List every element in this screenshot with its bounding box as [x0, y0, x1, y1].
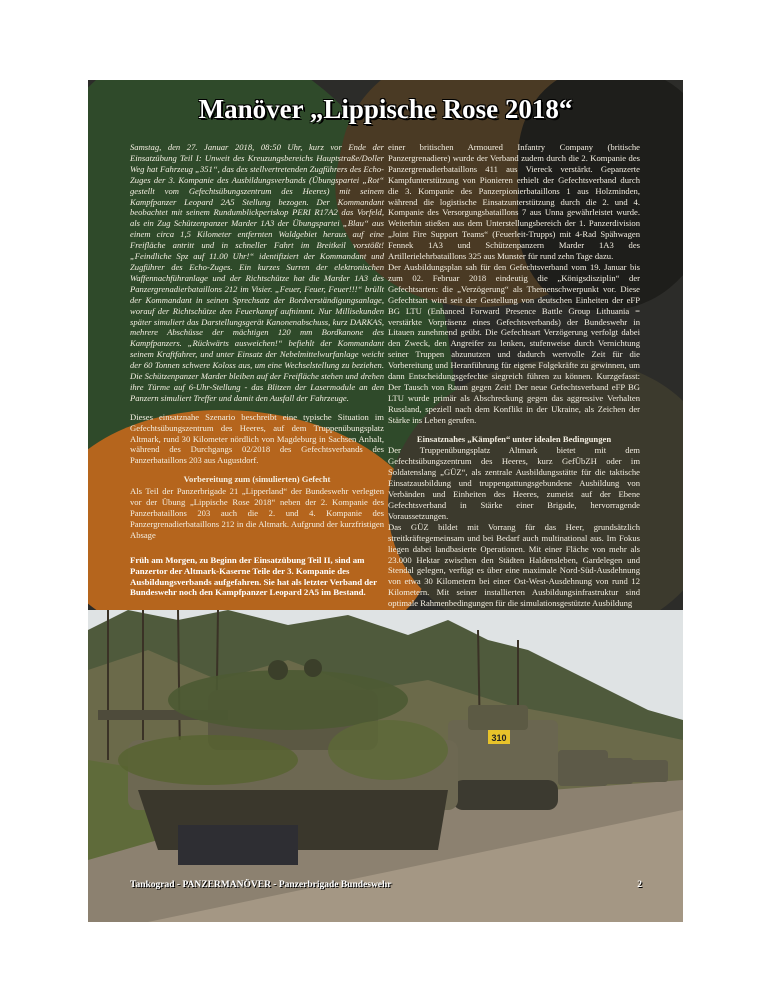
tank-convoy-photo [88, 610, 683, 922]
photo-caption: Früh am Morgen, zu Beginn der Einsatzübung Teil II, sind am Panzertor der Altmark-Kaserne Teile der 3. Kompanie des Ausbildungsverbands aufgefahren. Sie hat als letzter Verband der Bundeswehr noch den Kampfpanzer Leopard 2A5 im Bestand. [130, 555, 377, 598]
right-column [388, 142, 640, 617]
article-title: Manöver „Lippische Rose 2018“ [198, 94, 573, 124]
tank-convoy-illustration [88, 610, 683, 922]
intro-paragraph: Samstag, den 27. Januar 2018, 08:50 Uhr, kurz vor Ende der Einsatzübung Teil I: Unweit des Kreuzungsbereichs Hauptstraße/Doller Weg hat Fahrzeug „351“, das des stellvertretenden Zugführers des Echo-Zuges der 3. Kompanie des Ausbildungsverbands (Übungspartei „Rot“ gestellt vom Gefechtsübungszentrum des Heeres) mit seinem Kampfpanzer Leopard 2A5 Stellung bezogen. Der Kommandant beobachtet mit seinem Rundumblickperiskop PERI R17A2 das Vorfeld, als ein Zug Schützenpanzer Marder 1A3 der Übungspartei „Blau“ aus einem circa 1,5 Kilometer entfernten Waldgebiet heraus auf eine Freifläche antritt und in schneller Fahrt im Breitkeil vorstößt! „Feindliche Spz auf 11.00 Uhr!“ identifiziert der Kommandant und Zugführer des Echo-Zuges. Ein kurzes Surren der elektronischen Waffennachführanlage und der Richtschütze hat die Marder 1A3 des Panzergrenadierbataillons 212 im Visier. „Feuer, Feuer, Feuer!!!“ brüllt der Kommandant in seinen Sprechsatz der Bordverständigungsanlage, worauf der Richtschütze den Feuerkampf aufnimmt. Nur Millisekunden später simuliert das Darstellungsgerät Kanonenabschuss, kurz DARKAS, mehrere Abschüsse der mächtigen 120 mm Bordkanone des Kampfpanzers. „Rückwärts ausweichen!“ befiehlt der Kommandant seinem Kraftfahrer, und unter Einsatz der Nebelmittelwurfanlage weicht der 60 Tonnen schwere Koloss aus, um eine Wechselstellung zu beziehen. Die Schützenpanzer Marder bleiben auf der Freifläche stehen und drehen ihre Türme auf 6-Uhr-Stellung - das Blitzen der Lasermodule an den Panzern simuliert Treffer und damit den Ausfall der Fahrzeuge. [130, 142, 384, 403]
tank-number-label: 310 [491, 733, 507, 743]
page-footer [130, 880, 642, 890]
body-paragraph: Das GÜZ bildet mit Vorrang für das Heer, grundsätzlich streitkräftegemeinsam und bei Bedarf auch multinational aus. Im Fokus liegen dabei landbasierte Operationen. Mit einer Fläche von mehr als 23.000 Hektar zwischen den Städten Haldensleben, Gardelegen und Stendal gelegen, verfügt es über eine maximale Nord-Süd-Ausdehnung von etwa 30 Kilometern bei einer Ost-West-Ausdehnung von rund 12 Kilometern. Mit seiner installierten Ausbildungsinfrastruktur sind optimale Rahmenbedingungen für die simulationsgestützte Ausbildung [388, 521, 640, 609]
page-number: 2 [637, 880, 642, 890]
body-paragraph: Der Ausbildungsplan sah für den Gefechtsverband vom 19. Januar bis zum 02. Februar 2018 eindeutig die „Königsdisziplin“ der Gefechtsarten: die „Verzögerung“ als Themenschwerpunkt vor. Diese Gefechtsart wird seit der Gestellung von deutschen Einheiten der eFP BG LTU (Enhanced Forward Presence Battle Group Lithuania = verstärkte Vorpräsenz eines Gefechtsverbands) der Bundeswehr in Litauen zunehmend geübt. Die Gefechtsart Verzögerung verfolgt dabei den Zweck, den Angreifer zu lenken, stufenweise durch Vernichtung seiner Truppen abzunutzen und dadurch wertvolle Zeit für die Vorbereitung und Heranführung für eigene Folgekräfte zu gewinnen, um dann Entscheidungsgefechte siegreich führen zu können. Kurzgefasst: Der Tausch von Raum gegen Zeit! Der neue Gefechtsverband eFP BG LTU wurde primär als Abschreckung gegen das aggressive Verhalten Russland, speziell nach dem Konflikt in der Ukraine, als Zeichen der Stärke ins Leben gerufen. [388, 261, 640, 425]
body-paragraph: Als Teil der Panzerbrigade 21 „Lipperland“ der Bundeswehr verlegten vor der Übung „Lippische Rose 2018“ neben der 2. Kompanie des Panzerbataillons 203 auch die 2. und 4. Kompanie des Panzergrenadierbataillons 212 in die Altmark. Aufgrund der kurzfristigen Absage [130, 486, 384, 540]
subheading: Einsatznahes „Kämpfen“ unter idealen Bedingungen [416, 433, 612, 444]
body-paragraph: Dieses einsatznahe Szenario beschreibt eine typische Situation im Gefechtsübungszentrum des Heeres, auf dem Truppenübungsplatz Altmark, rund 30 Kilometer nördlich von Magdeburg in Sachsen Anhalt, während des Durchgangs 02/2018 des Gefechtsverbands des Panzerbataillons 203 aus Augustdorf. [130, 411, 384, 466]
body-paragraph: Der Truppenübungsplatz Altmark bietet mit dem Gefechtsübungszentrum des Heeres, kurz GefÜbZH oder im Soldatenslang „GÜZ“, als zentrale Ausbildungsstätte für die taktische Einsatzausbildung und truppengattungsgebundene Ausbildung von Verbänden und Einheiten des Heeres, zumeist auf der Ebene Gefechtsverband in Stärke einer Brigade, hervorragende Voraussetzungen. [388, 445, 640, 521]
subheading: Vorbereitung zum (simulierten) Gefecht [183, 474, 331, 485]
body-paragraph: einer britischen Armoured Infantry Company (britische Panzergrenadiere) wurde der Verband zudem durch die 2. Kompanie des Panzergrenadierbataillons 411 aus Viereck verstärkt. Gepanzerte Kampfunterstützung von Pionieren erhielt der Gefechtsverband durch die 3. Kompanie des Panzerpionierbataillons 1 aus Holzminden, während die logistische Einsatzunterstützung durch die 2. und 4. Kompanie des Versorgungsbataillons 7 aus Unna gewährleistet wurde. Weiterhin stießen aus dem Unterstellungsbereich der 1. Panzerdivision „Joint Fire Support Teams“ (Feuerleit-Trupps) mit 4-Rad Spähwagen Fennek 1A3 und Schützenpanzern Marder 1A3 des Artillerielehrbataillons 325 aus Munster für rund zehn Tage dazu. [388, 142, 640, 262]
magazine-page [88, 80, 683, 922]
left-column [130, 142, 384, 549]
footer-text: Tankograd - PANZERMANÖVER - Panzerbrigade Bundeswehr [130, 880, 392, 890]
